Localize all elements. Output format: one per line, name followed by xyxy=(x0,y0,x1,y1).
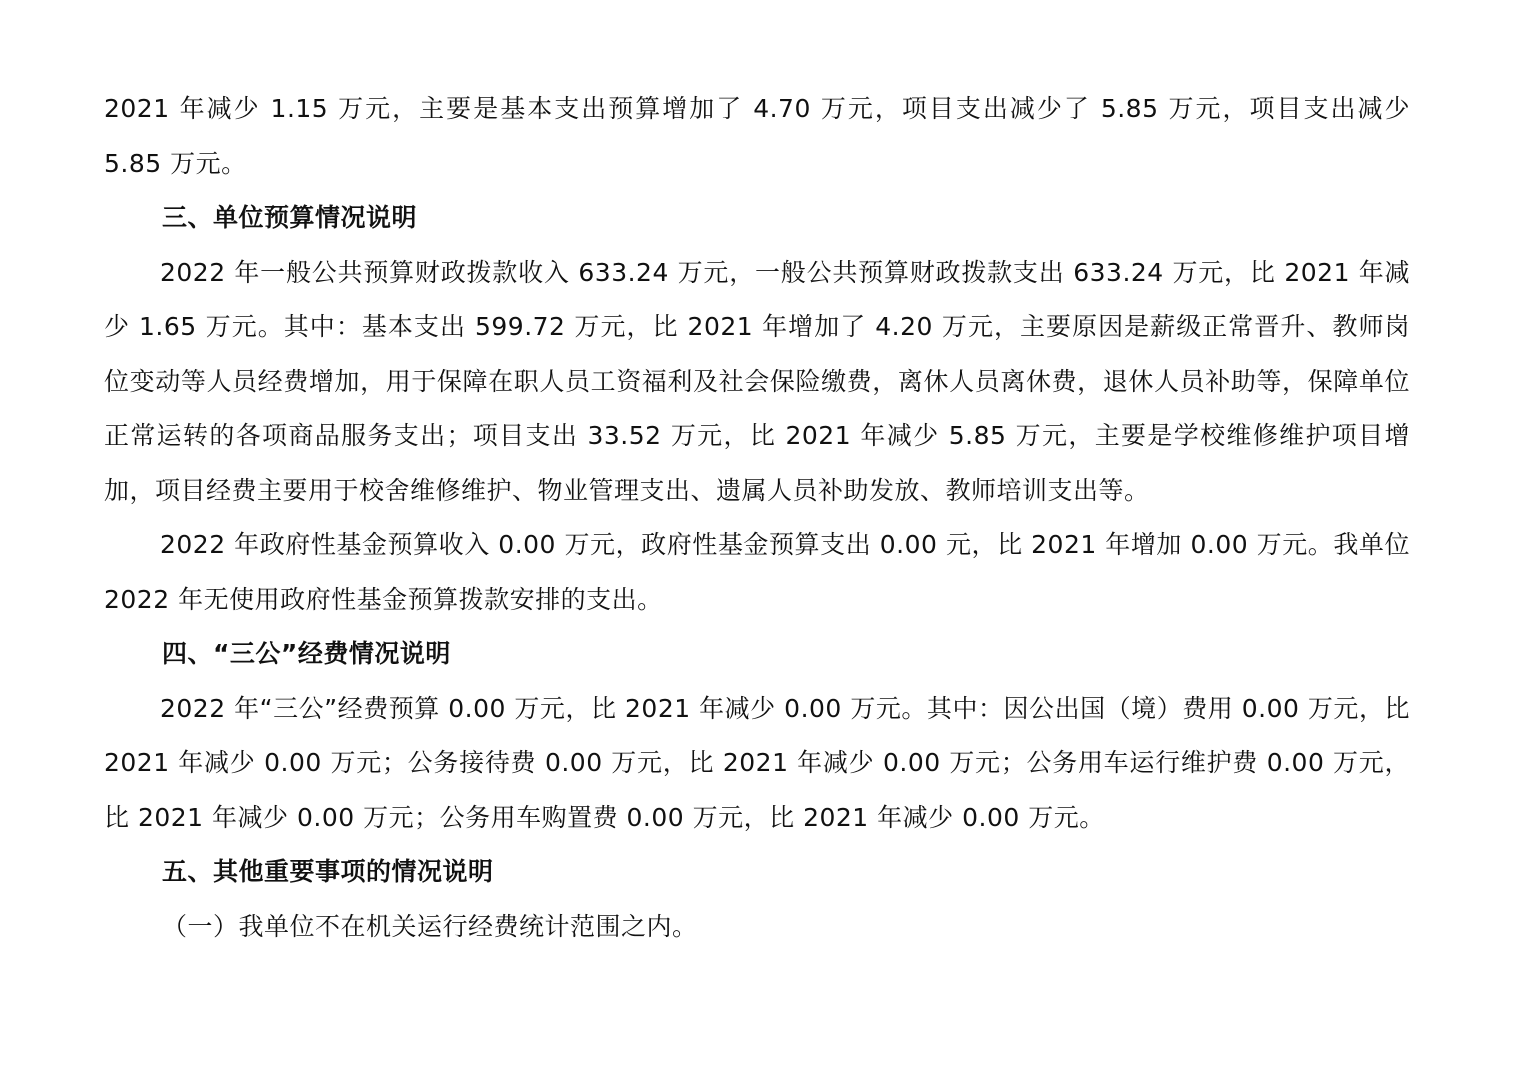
section-4-heading: 四、“三公”经费情况说明 xyxy=(162,639,451,668)
continuation-paragraph: 2021 年减少 1.15 万元，主要是基本支出预算增加了 4.70 万元，项目支出减少了 5.85 万元，项目支出减少 5.85 万元。 xyxy=(104,94,1410,178)
section-3-heading: 三、单位预算情况说明 xyxy=(162,203,418,232)
section-3-paragraph-2: 2022 年政府性基金预算收入 0.00 万元，政府性基金预算支出 0.00 元，比 2021 年增加 0.00 万元。我单位 2022 年无使用政府性基金预算拨款安排的支出。 xyxy=(104,530,1410,614)
document-page xyxy=(104,82,1410,954)
section-5-item-1: （一）我单位不在机关运行经费统计范围之内。 xyxy=(162,911,698,941)
section-4-paragraph-1: 2022 年“三公”经费预算 0.00 万元，比 2021 年减少 0.00 万元。其中：因公出国（境）费用 0.00 万元，比 2021 年减少 0.00 万元；公务接待费 0.00 万元，比 2021 年减少 0.00 万元；公务用车运行维护费 0.00 万元，比 2021 年减少 0.00 万元；公务用车购置费 0.00 万元，比 2021 年减少 0.00 万元。 xyxy=(104,693,1410,832)
section-3-paragraph-1: 2022 年一般公共预算财政拨款收入 633.24 万元，一般公共预算财政拨款支出 633.24 万元，比 2021 年减少 1.65 万元。其中：基本支出 599.72 万元，比 2021 年增加了 4.20 万元，主要原因是薪级正常晋升、教师岗位变动等人员经费增加，用于保障在职人员工资福利及社会保险缴费，离休人员离休费，退休人员补助等，保障单位正常运转的各项商品服务支出；项目支出 33.52 万元，比 2021 年减少 5.85 万元，主要是学校维修维护项目增加，项目经费主要用于校舍维修维护、物业管理支出、遗属人员补助发放、教师培训支出等。 xyxy=(104,257,1410,505)
section-5-heading: 五、其他重要事项的情况说明 xyxy=(162,857,494,886)
